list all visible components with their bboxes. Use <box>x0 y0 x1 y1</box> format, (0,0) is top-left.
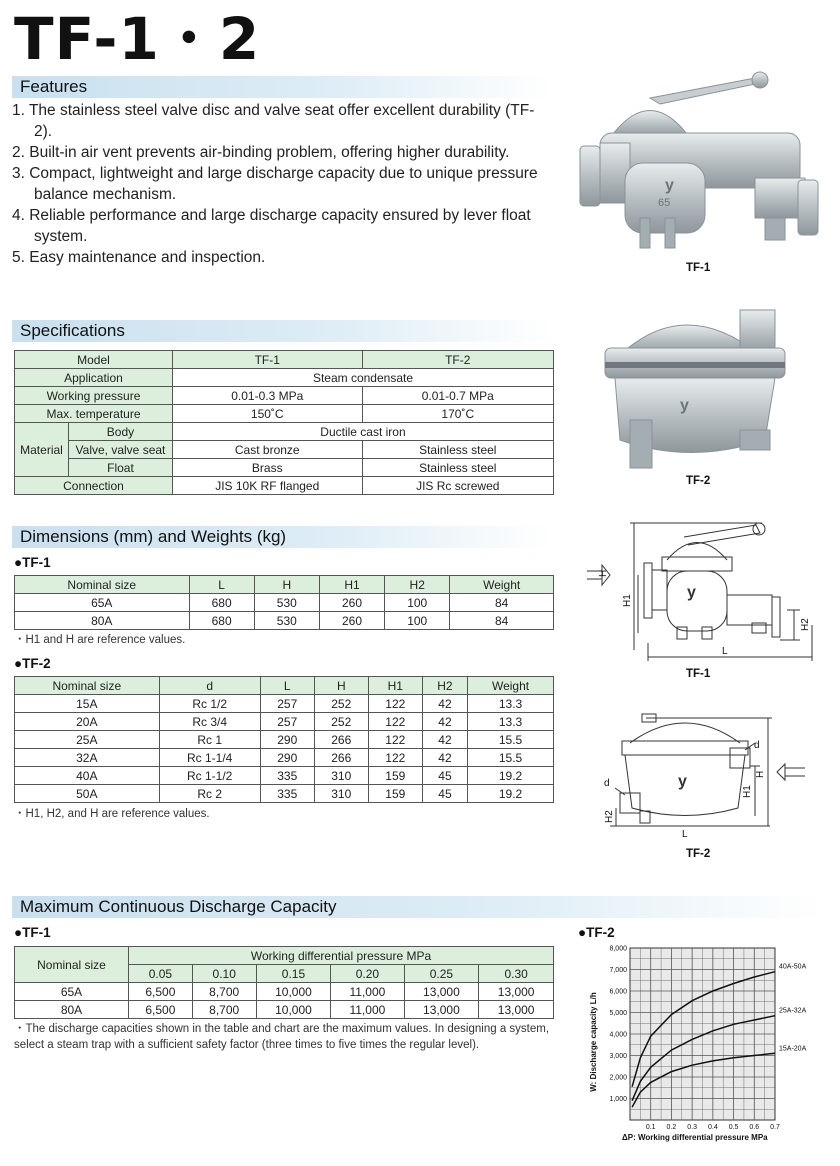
table-cell: 10,000 <box>256 983 331 1001</box>
tf1-dimensions-note: ・H1 and H are reference values. <box>14 634 186 646</box>
tf1-drawing-l: L <box>722 646 728 657</box>
table-row <box>15 612 554 630</box>
tf2-drawing-h: H <box>755 770 766 778</box>
table-cell: 257 <box>260 713 314 731</box>
x-tick-label: 0.4 <box>707 1124 718 1131</box>
tf1-drawing-h2: H2 <box>800 618 811 631</box>
table-cell: 310 <box>314 785 368 803</box>
dimensions-tf2-label: ●TF-2 <box>14 656 51 671</box>
application-label: Application <box>15 369 173 387</box>
table-row <box>15 405 554 423</box>
table-cell: 80A <box>15 612 190 630</box>
table-cell: 15.5 <box>468 731 554 749</box>
y-axis-label: W: Discharge capacity L/h <box>589 992 598 1092</box>
table-cell: 680 <box>189 612 254 630</box>
table-row <box>15 749 554 767</box>
table-row <box>15 767 554 785</box>
tf1-dimension-drawing <box>572 515 832 665</box>
tf1-product-photo <box>570 68 830 258</box>
tf1-drawing-h: H <box>598 569 609 577</box>
model-tf2: TF-2 <box>362 351 553 369</box>
tf2-dimensions-table <box>14 676 554 803</box>
pressure-header: 0.25 <box>404 965 479 983</box>
float-label: Float <box>68 459 172 477</box>
feature-item: 3. Compact, lightweight and large discharge capacity due to unique pressure balance mechanism. <box>12 165 538 203</box>
max-temp-tf1: 150˚C <box>172 405 362 423</box>
feature-item: 2. Built-in air vent prevents air-binding problem, offering higher durability. <box>12 144 510 161</box>
table-cell: 290 <box>260 731 314 749</box>
valve-tf2: Stainless steel <box>362 441 553 459</box>
pressure-header: 0.15 <box>256 965 331 983</box>
tf2-drawing-h1: H1 <box>742 785 753 798</box>
table-cell: 100 <box>385 612 450 630</box>
table-cell: 13,000 <box>479 1001 554 1019</box>
table-header-row <box>15 677 554 695</box>
feature-item: 5. Easy maintenance and inspection. <box>12 249 266 266</box>
table-cell: 122 <box>368 713 422 731</box>
body-value: Ductile cast iron <box>172 423 553 441</box>
series-label: 15A-20A <box>779 1045 807 1053</box>
table-row <box>15 351 554 369</box>
table-cell: 122 <box>368 731 422 749</box>
column-header: H2 <box>422 677 467 695</box>
float-tf1: Brass <box>172 459 362 477</box>
y-tick-label: 3,000 <box>609 1053 627 1060</box>
tf2-photo-caption: TF-2 <box>686 475 711 487</box>
table-row <box>15 441 554 459</box>
table-cell: Rc 1/2 <box>159 695 260 713</box>
x-tick-label: 0.2 <box>666 1124 677 1131</box>
svg-text:y: y <box>678 773 687 790</box>
table-cell: 45 <box>422 785 467 803</box>
table-row <box>15 695 554 713</box>
table-cell: 266 <box>314 749 368 767</box>
model-tf1: TF-1 <box>172 351 362 369</box>
table-row <box>15 731 554 749</box>
series-label: 25A-32A <box>779 1007 807 1015</box>
body-label: Body <box>68 423 172 441</box>
tf1-photo-caption: TF-1 <box>686 262 711 274</box>
table-cell: 65A <box>15 983 129 1001</box>
connection-tf2: JIS Rc screwed <box>362 477 553 495</box>
table-cell: 266 <box>314 731 368 749</box>
table-cell: 122 <box>368 695 422 713</box>
x-tick-label: 0.1 <box>645 1124 656 1131</box>
column-header: H <box>254 576 319 594</box>
discharge-capacity-chart <box>580 938 825 1148</box>
table-cell: 252 <box>314 695 368 713</box>
tf2-drawing-h2: H2 <box>604 810 615 823</box>
pressure-header: 0.10 <box>192 965 256 983</box>
table-cell: 10,000 <box>256 1001 331 1019</box>
connection-label: Connection <box>15 477 173 495</box>
table-cell: 8,700 <box>192 1001 256 1019</box>
y-tick-label: 1,000 <box>609 1096 627 1103</box>
column-header: H1 <box>368 677 422 695</box>
pressure-header: 0.05 <box>129 965 193 983</box>
feature-item: 4. Reliable performance and large discharge capacity ensured by lever float system. <box>12 207 531 245</box>
connection-tf1: JIS 10K RF flanged <box>172 477 362 495</box>
table-row <box>15 369 554 387</box>
table-cell: 40A <box>15 767 160 785</box>
table-cell: 260 <box>319 612 384 630</box>
capacity-table <box>14 946 554 1019</box>
table-cell: Rc 1-1/4 <box>159 749 260 767</box>
table-cell: 159 <box>368 785 422 803</box>
table-cell: 13,000 <box>404 1001 479 1019</box>
table-cell: 42 <box>422 731 467 749</box>
svg-text:y: y <box>687 584 696 601</box>
table-cell: 25A <box>15 731 160 749</box>
column-header: L <box>189 576 254 594</box>
svg-text:y: y <box>665 177 674 194</box>
table-cell: 530 <box>254 594 319 612</box>
table-cell: 84 <box>450 612 554 630</box>
table-cell: 19.2 <box>468 785 554 803</box>
capacity-note: ・The discharge capacities shown in the table and chart are the maximum values. In designing a system, select a steam trap with a sufficient safety factor (three times to five times the regular level). <box>14 1023 550 1051</box>
material-label: Material <box>15 423 69 477</box>
dimensions-heading: Dimensions (mm) and Weights (kg) <box>20 527 287 546</box>
capacity-tf1-label: ●TF-1 <box>14 925 51 940</box>
table-row <box>15 785 554 803</box>
table-cell: 45 <box>422 767 467 785</box>
capacity-nominal-label: Nominal size <box>15 947 129 983</box>
table-cell: 20A <box>15 713 160 731</box>
table-cell: 680 <box>189 594 254 612</box>
table-row <box>15 387 554 405</box>
table-cell: 13.3 <box>468 695 554 713</box>
features-list <box>12 100 552 268</box>
table-cell: 6,500 <box>129 1001 193 1019</box>
table-cell: 159 <box>368 767 422 785</box>
table-cell: 15.5 <box>468 749 554 767</box>
max-temp-label: Max. temperature <box>15 405 173 423</box>
working-pressure-tf1: 0.01-0.3 MPa <box>172 387 362 405</box>
table-cell: 11,000 <box>331 1001 404 1019</box>
capacity-pressure-label: Working differential pressure MPa <box>129 947 554 965</box>
table-cell: 335 <box>260 785 314 803</box>
column-header: H1 <box>319 576 384 594</box>
features-heading: Features <box>20 77 88 96</box>
tf2-product-photo <box>600 300 790 475</box>
table-row <box>15 477 554 495</box>
valve-tf1: Cast bronze <box>172 441 362 459</box>
table-cell: 6,500 <box>129 983 193 1001</box>
table-cell: Rc 3/4 <box>159 713 260 731</box>
working-pressure-tf2: 0.01-0.7 MPa <box>362 387 553 405</box>
specifications-table <box>14 350 554 495</box>
svg-text:y: y <box>680 397 689 414</box>
table-cell: 122 <box>368 749 422 767</box>
column-header: Nominal size <box>15 576 190 594</box>
table-cell: 13.3 <box>468 713 554 731</box>
table-cell: 15A <box>15 695 160 713</box>
column-header: H2 <box>385 576 450 594</box>
max-temp-tf2: 170˚C <box>362 405 553 423</box>
table-header-row <box>15 576 554 594</box>
series-label: 40A-50A <box>779 963 807 971</box>
column-header: L <box>260 677 314 695</box>
table-cell: 65A <box>15 594 190 612</box>
tf2-dimension-drawing <box>580 708 830 843</box>
pressure-header: 0.20 <box>331 965 404 983</box>
application-value: Steam condensate <box>172 369 553 387</box>
table-cell: 80A <box>15 1001 129 1019</box>
float-tf2: Stainless steel <box>362 459 553 477</box>
table-cell: Rc 1-1/2 <box>159 767 260 785</box>
table-row <box>15 423 554 441</box>
tf2-drawing-d-right: d <box>754 740 760 751</box>
tf2-drawing-caption: TF-2 <box>686 848 711 860</box>
x-tick-label: 0.5 <box>728 1124 739 1131</box>
x-axis-label: ΔP: Working differential pressure MPa <box>622 1133 768 1142</box>
table-row <box>15 459 554 477</box>
table-row <box>15 594 554 612</box>
specifications-heading: Specifications <box>20 321 125 340</box>
table-cell: 257 <box>260 695 314 713</box>
working-pressure-label: Working pressure <box>15 387 173 405</box>
capacity-heading: Maximum Continuous Discharge Capacity <box>20 897 337 916</box>
dimensions-tf1-label: ●TF-1 <box>14 555 51 570</box>
x-tick-label: 0.3 <box>687 1124 698 1131</box>
table-cell: 310 <box>314 767 368 785</box>
tf1-photo-mark: 65 <box>658 197 671 209</box>
column-header: Nominal size <box>15 677 160 695</box>
tf2-drawing-d-left: d <box>604 778 610 789</box>
tf1-drawing-h1: H1 <box>622 594 633 607</box>
model-label: Model <box>15 351 173 369</box>
y-tick-label: 4,000 <box>609 1031 627 1039</box>
table-cell: Rc 1 <box>159 731 260 749</box>
y-tick-label: 2,000 <box>609 1074 627 1082</box>
tf2-dimensions-note: ・H1, H2, and H are reference values. <box>14 808 210 820</box>
table-cell: 32A <box>15 749 160 767</box>
table-cell: 8,700 <box>192 983 256 1001</box>
x-tick-label: 0.6 <box>749 1124 760 1131</box>
y-tick-label: 7,000 <box>609 967 627 974</box>
table-cell: Rc 2 <box>159 785 260 803</box>
feature-item: 1. The stainless steel valve disc and valve seat offer excellent durability (TF-2). <box>12 102 535 140</box>
table-cell: 335 <box>260 767 314 785</box>
column-header: Weight <box>450 576 554 594</box>
features-header-bar <box>12 76 552 98</box>
table-cell: 260 <box>319 594 384 612</box>
table-cell: 290 <box>260 749 314 767</box>
table-cell: 13,000 <box>404 983 479 1001</box>
valve-label: Valve, valve seat <box>68 441 172 459</box>
table-row <box>15 713 554 731</box>
table-row <box>15 983 554 1001</box>
table-cell: 84 <box>450 594 554 612</box>
tf1-dimensions-table <box>14 575 554 630</box>
table-cell: 42 <box>422 713 467 731</box>
table-row <box>15 1001 554 1019</box>
pressure-header: 0.30 <box>479 965 554 983</box>
y-tick-label: 6,000 <box>609 988 627 996</box>
column-header: Weight <box>468 677 554 695</box>
column-header: d <box>159 677 260 695</box>
table-cell: 530 <box>254 612 319 630</box>
tf2-drawing-l: L <box>682 829 688 840</box>
table-cell: 50A <box>15 785 160 803</box>
column-header: H <box>314 677 368 695</box>
table-row <box>15 947 554 965</box>
table-cell: 11,000 <box>331 983 404 1001</box>
y-tick-label: 5,000 <box>609 1010 627 1017</box>
table-cell: 42 <box>422 749 467 767</box>
capacity-tf2-label: ●TF-2 <box>578 925 615 940</box>
x-tick-label: 0.7 <box>770 1124 780 1131</box>
y-tick-label: 8,000 <box>609 945 627 953</box>
table-cell: 252 <box>314 713 368 731</box>
table-cell: 100 <box>385 594 450 612</box>
page-title: TF-1・2 <box>14 5 261 73</box>
table-cell: 19.2 <box>468 767 554 785</box>
table-cell: 42 <box>422 695 467 713</box>
tf1-drawing-caption: TF-1 <box>686 668 711 680</box>
table-cell: 13,000 <box>479 983 554 1001</box>
